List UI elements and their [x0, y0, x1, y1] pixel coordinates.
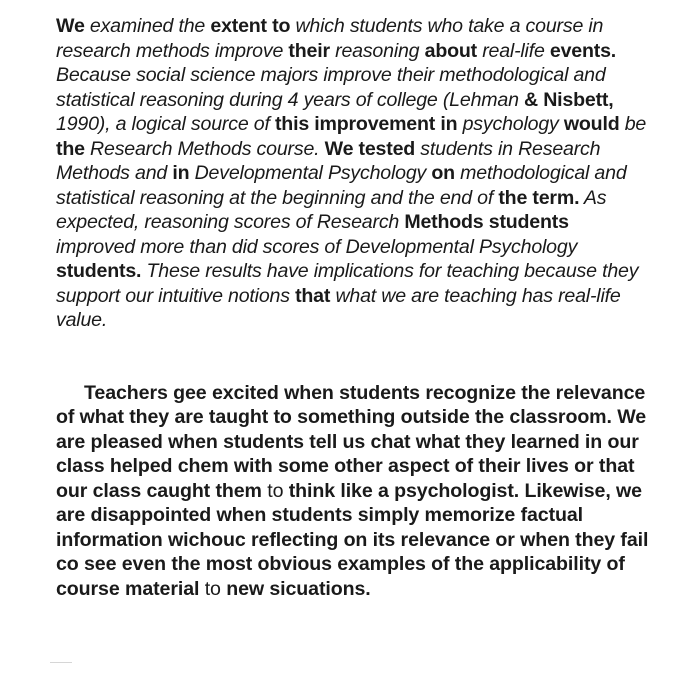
- abstract-text: that: [295, 284, 331, 307]
- abstract-text: the: [56, 137, 85, 160]
- page-content: [56, 14, 650, 601]
- abstract-text: improved more than did scores of Developmental Psychology: [56, 235, 578, 258]
- body-paragraph: [56, 381, 650, 602]
- abstract-text: the term.: [498, 186, 580, 209]
- abstract-text: events.: [549, 39, 617, 62]
- abstract-paragraph: [56, 14, 650, 333]
- abstract-text: be: [619, 113, 647, 135]
- page-mark: [50, 662, 72, 663]
- abstract-text: examined the: [84, 15, 211, 37]
- abstract-text: what we are teaching has real-life value.: [56, 284, 621, 331]
- abstract-text: in: [172, 162, 190, 184]
- abstract-text: Methods students: [404, 211, 569, 233]
- abstract-text: students in Research Methods and: [56, 137, 601, 184]
- abstract-text: As expected, reasoning scores of Research: [56, 186, 607, 233]
- body-text: to: [267, 479, 284, 502]
- body-text: new sicuations.: [220, 577, 371, 600]
- abstract-text: real-life: [476, 39, 550, 62]
- abstract-text: methodological and statistical reasoning at the beginning and the end of: [56, 162, 627, 209]
- abstract-text: on: [431, 162, 455, 184]
- abstract-text: Research Methods course.: [84, 137, 325, 160]
- abstract-text: These results have implications for teaching because they support our intuitive notions: [56, 260, 639, 307]
- abstract-text: students.: [56, 260, 142, 282]
- abstract-text: reasoning: [329, 39, 425, 62]
- body-text: think like a psychologist. Likewise, we are disappointed when students simply memorize factual information wichouc reflecting on its relevance or when they fail co see even the most obvious examples of the applicability of course material: [56, 479, 649, 600]
- abstract-text: about: [424, 39, 477, 62]
- abstract-text: this improvement in: [274, 113, 458, 135]
- abstract-text: would: [563, 113, 620, 135]
- body-text: to: [204, 577, 221, 600]
- abstract-text: 1990), a logical source of: [56, 113, 275, 135]
- abstract-text: their: [288, 39, 330, 62]
- abstract-text: Because social science majors improve their methodological and statistical reasoning during 4 years of college (Lehman: [56, 64, 606, 111]
- abstract-text: Developmental Psychology: [189, 162, 432, 184]
- abstract-text: psychology: [457, 113, 564, 135]
- abstract-text: which students who take a course in research methods improve: [56, 15, 604, 62]
- abstract-text: extent to: [210, 15, 291, 37]
- abstract-text: We: [56, 15, 85, 37]
- abstract-text: & Nisbett,: [524, 88, 614, 111]
- abstract-text: We tested: [324, 137, 416, 160]
- body-text: Teachers gee excited when students recognize the relevance of what they are taught to something outside the classroom. We are pleased when students tell us chat what they learned in our class helped chem with some other aspect of their lives or that our class caught them: [56, 381, 647, 502]
